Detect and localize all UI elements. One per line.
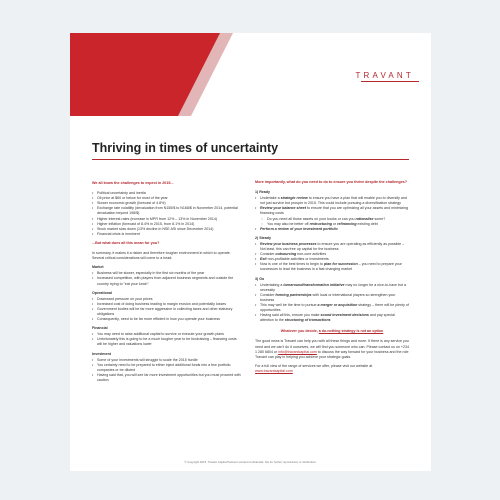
do-nothing-note: Whatever you decide, a do-nothing strategy is not an option	[280, 329, 384, 334]
financial-heading: Financial	[92, 326, 108, 331]
list-item: • Consider outsourcing non-core activities	[255, 252, 409, 257]
list-item: • Consequently, need to be far more efficient in how you operate your business	[92, 317, 242, 322]
email-link[interactable]: info@travantcapital.com	[278, 349, 317, 354]
investment-heading: Investment	[92, 351, 111, 356]
logo-underline	[361, 81, 419, 82]
market-list	[92, 271, 242, 286]
list-item: • Having said that, you will see far more investment opportunities but you must proceed with caution	[92, 373, 242, 383]
list-item: • Exit non-profitable activities or investments	[255, 257, 409, 262]
sub-list-item: ○ You may also be better off restructuring or refinancing existing debt	[255, 222, 409, 227]
steady-heading: 2) Steady	[255, 235, 271, 240]
list-item: • Now is one of the best times to begin to plan for succession – you need to prepare your successors to lead the business in a fast changing market	[255, 262, 409, 272]
right-question: More importantly, what do you need to do to ensure you thrive despite the challenges?	[255, 180, 407, 184]
services-text: For a full view of the range of services we offer, please visit our website at www.travantcapital.com	[255, 363, 373, 373]
list-item: • Review your business processes to ensure you are operating as efficiently as possible – Not least, this can free up capital for the business	[255, 242, 409, 252]
list-item: • Slower economic growth (forecast of 4.8%)	[92, 201, 242, 206]
operational-heading: Operational	[92, 290, 112, 295]
right-column	[255, 180, 409, 378]
list-item: • This may well be the time to pursue a merger or acquisition strategy – there will be plenty of opportunities	[255, 303, 409, 313]
list-item: • Higher inflation (forecast of 8.4% in 2015, from 8.1% in 2014)	[92, 222, 242, 227]
good-news-text: The good news is Travant can help you with all these things and more. If there is any service you need and we can't do it ourselves, we will find you someone who can. Please contact us on +234 1 280 6804 or info@travantcapital.com to discuss the way forward for your business and the role Travant can play in helping you achieve your strategic goals.	[255, 339, 410, 359]
list-item: • Perform a review of your investment portfolio	[255, 227, 409, 232]
list-item: • Business will be slower, especially in the first six months of the year	[92, 271, 242, 276]
list-item: • Increased cost of doing business leading to margin erosion and potentially losses	[92, 302, 242, 307]
go-heading: 3) Go	[255, 276, 265, 281]
left-question-2: ...But what does all this mean for you?	[92, 240, 160, 245]
left-question-1: We all know the challenges to expect in 2015...	[92, 181, 174, 185]
list-item: • Political uncertainty and inertia	[92, 191, 242, 196]
steady-list	[255, 242, 409, 273]
list-item: • Oil price at $60 or below for most of the year	[92, 196, 242, 201]
list-item: • Having said all this, ensure you make sound investment decisions and pay special attention to the structuring of transactions	[255, 313, 409, 323]
summary-text: In summary, it makes it a riskier and therefore tougher environment in which to operate. Several critical considerations will come to a head:	[92, 251, 231, 261]
investment-list	[92, 358, 242, 383]
list-item: • Exchange rate volatility (devaluation from N155/$ to N168/$ in November 2014, potential devaluation beyond 198/$)	[92, 206, 242, 216]
market-heading: Market	[92, 265, 104, 270]
sub-list-item: ○ Do you need all those assets on your books or can you rationalise some?	[255, 217, 409, 222]
financial-list	[92, 332, 242, 347]
document-page	[70, 33, 431, 471]
copyright-footer: © Copyright 2015, Travant Capital Partners Limited Confidential. Not for further reproduction or distribution.	[184, 460, 317, 464]
list-item: • Some of your investments will struggle to scale the 2015 hurdle	[92, 358, 242, 363]
page-title: Thriving in times of uncertainty	[92, 141, 279, 155]
operational-list	[92, 297, 242, 322]
list-item: • Stock market slow down (13% decline in NSE ASI since December 2014)	[92, 227, 242, 232]
challenges-list	[92, 191, 242, 237]
list-item: • Unfortunately this is going to be a much tougher year to be fundraising – financing costs will be higher and valuations lower	[92, 337, 242, 347]
list-item: • Downward pressure on your prices	[92, 297, 242, 302]
list-item: • You may need to raise additional capital to survive or execute your growth plans	[92, 332, 242, 337]
list-item: • Higher interest rates (increase in MPR from 12% – 13% in November 2014)	[92, 217, 242, 222]
ready-list	[255, 196, 409, 232]
list-item: • Undertaking a turnaround/transformation initiative may no longer be a nice-to-have but a necessity	[255, 283, 409, 293]
go-list	[255, 283, 409, 324]
list-item: • Review your balance sheet to ensure that you are optimizing all your assets and minimizing financing costs	[255, 206, 409, 216]
list-item: • You certainly need to be prepared to either inject additional funds into a few portfolio companies or be diluted	[92, 363, 242, 373]
list-item: • Financial crisis is imminent	[92, 232, 242, 237]
list-item: • Undertake a strategic review to ensure you have a plan that will enable you to diversify and not just survive but prosper in 2015. This could include pursuing a diversification strategy	[255, 196, 409, 206]
list-item: • Increased competition, with players from adjacent business segments and outside the country trying to "eat your lunch"	[92, 276, 242, 286]
ready-heading: 1) Ready	[255, 190, 270, 195]
left-column	[92, 181, 242, 387]
travant-logo: TRAVANT	[355, 71, 414, 80]
list-item: • Consider forming partnerships with local or international players so strengthen your business	[255, 293, 409, 303]
title-divider	[92, 159, 409, 160]
list-item: • Government bodies will be far more aggressive in collecting taxes and other statutory obligations	[92, 307, 242, 317]
website-link[interactable]: www.travantcapital.com	[255, 368, 293, 373]
